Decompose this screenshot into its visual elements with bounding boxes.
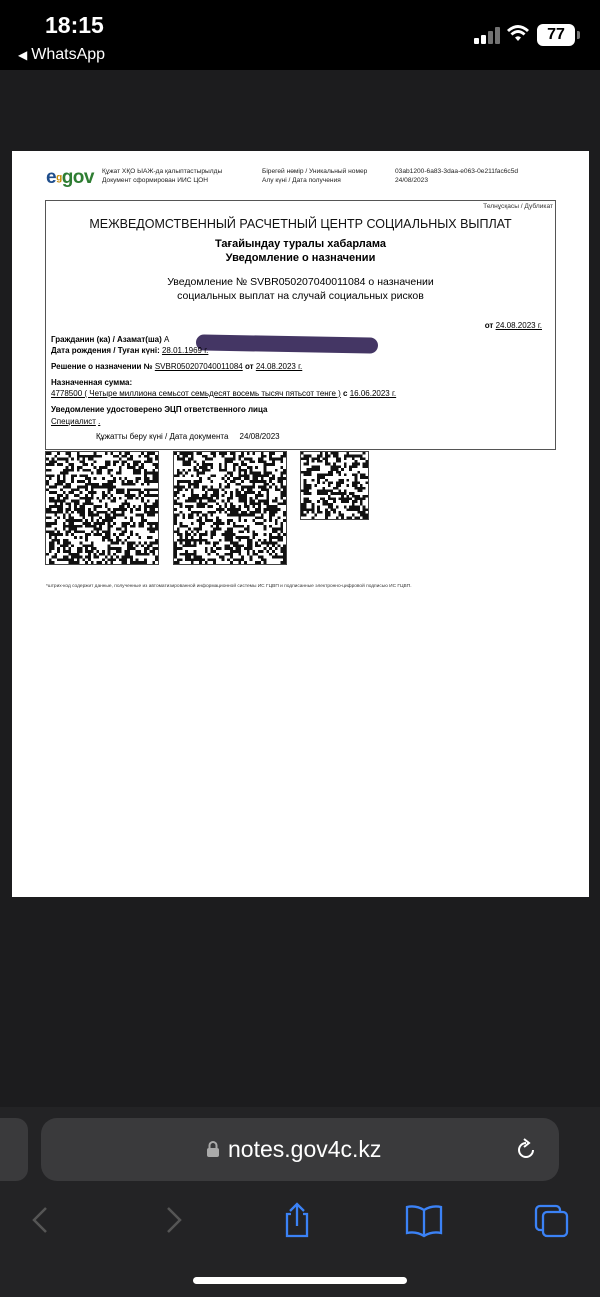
status-bar: [0, 0, 600, 70]
org-title: МЕЖВЕДОМСТВЕННЫЙ РАСЧЕТНЫЙ ЦЕНТР СОЦИАЛЬНЫХ ВЫПЛАТ: [89, 217, 512, 231]
amount-label: Назначенная сумма:: [51, 378, 133, 387]
bookmarks-icon[interactable]: [404, 1202, 444, 1238]
header-labels: Бірегей нөмір / Уникальный номер Алу күні / Дата получения: [262, 168, 368, 184]
header-values: 03ab1200-6a83-3daa-e063-0e211fac6c5d 24/08/2023: [395, 168, 519, 184]
previous-tab-peek[interactable]: [0, 1118, 28, 1181]
duplicate-label: Телнұсқасы / Дубликат: [483, 203, 553, 210]
notice-line-1: Уведомление № SVBR050207040011084 о назначении: [167, 276, 434, 288]
qr-code: [300, 451, 369, 520]
header-issuer: Құжат ХҚО ЫАЖ-да қалыптастырылды Документ сформирован ИИС ЦОН: [102, 168, 223, 184]
barcode-footnote: *штрих-код содержит данные, полученные из автоматизированной информационной системы ИС ГЦВП и подписанные электронно-цифровой подписью ИС ГЦВП.: [46, 584, 412, 589]
home-indicator: [193, 1277, 407, 1284]
egov-logo: eggov: [46, 167, 94, 188]
redaction-mark: [196, 334, 378, 353]
notice-date: от 24.08.2023 г.: [484, 321, 542, 330]
back-app-label: WhatsApp: [31, 46, 106, 63]
notice-box: [45, 200, 556, 450]
document-page: [12, 151, 589, 897]
specialist-line: Специалист .: [51, 417, 101, 426]
back-triangle-icon: ◀: [18, 48, 28, 62]
birth-line: Дата рождения / Туған күні: 28.01.1969 г.: [51, 346, 209, 355]
amount-line: 4778500 ( Четыре миллиона семьсот семьдесят восемь тысяч пятьсот тенге ) с 16.06.2023 г.: [51, 389, 397, 398]
title-kz: Тағайындау туралы хабарлама: [214, 238, 387, 250]
title-ru: Уведомление о назначении: [225, 252, 376, 264]
clock: 18:15: [45, 12, 104, 38]
qr-code: [45, 451, 159, 565]
wifi-icon: [506, 22, 530, 44]
reload-icon[interactable]: [513, 1137, 539, 1163]
citizen-line: Гражданин (ка) / Азамат(ша) А: [51, 335, 170, 344]
eds-line: Уведомление удостоверено ЭЦП ответственного лица: [51, 405, 268, 414]
cellular-signal-icon: [474, 26, 500, 44]
decision-line: Решение о назначении № SVBR050207040011084 от 24.08.2023 г.: [51, 362, 303, 371]
tabs-icon[interactable]: [532, 1202, 572, 1238]
share-icon[interactable]: [277, 1202, 317, 1238]
battery-icon: 77: [537, 24, 575, 46]
back-icon[interactable]: [22, 1202, 62, 1238]
issue-date-line: Құжатты беру күні / Дата документа 24/08/2023: [96, 432, 280, 441]
qr-code: [173, 451, 287, 565]
lock-icon: [206, 1140, 220, 1158]
url-text: notes.gov4c.kz: [228, 1136, 382, 1162]
address-bar[interactable]: [41, 1118, 559, 1181]
browser-toolbar: [0, 1107, 600, 1297]
notice-line-2: социальных выплат на случай социальных рисков: [177, 290, 424, 302]
back-to-app-link[interactable]: [18, 46, 105, 64]
forward-icon[interactable]: [152, 1202, 192, 1238]
